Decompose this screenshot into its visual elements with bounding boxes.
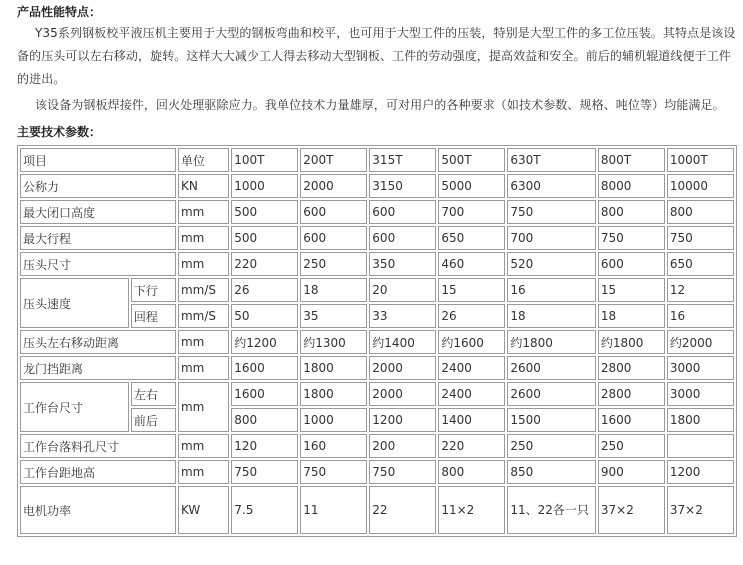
- cell-value: 750: [507, 200, 596, 224]
- cell-value: 2800: [598, 382, 665, 406]
- header-unit: 单位: [178, 148, 229, 172]
- cell-value: 2400: [438, 382, 505, 406]
- cell-value: 2600: [507, 382, 596, 406]
- cell-value: 18: [598, 304, 665, 328]
- cell-value: 约1600: [438, 330, 505, 354]
- cell-value: 200: [369, 434, 436, 458]
- spec-table: [17, 145, 737, 537]
- cell-value: 250: [598, 434, 665, 458]
- row-label: 电机功率: [20, 486, 176, 534]
- row-unit: KN: [178, 174, 229, 198]
- row-label: 工作台落料孔尺寸: [20, 434, 176, 458]
- cell-value: 1800: [300, 382, 367, 406]
- sub-label: 回程: [131, 304, 176, 328]
- cell-value: 50: [231, 304, 298, 328]
- table-row: [20, 434, 734, 458]
- cell-value: 750: [369, 460, 436, 484]
- cell-value: 约1400: [369, 330, 436, 354]
- cell-value: 600: [369, 226, 436, 250]
- params-heading: 主要技术参数：: [17, 125, 102, 139]
- cell-value: 700: [507, 226, 596, 250]
- header-model: 1000T: [667, 148, 734, 172]
- cell-value: 7.5: [231, 486, 298, 534]
- cell-value: 2800: [598, 356, 665, 380]
- header-model: 500T: [438, 148, 505, 172]
- sub-label: 左右: [131, 382, 176, 406]
- cell-value: 750: [300, 460, 367, 484]
- row-unit: mm: [178, 434, 229, 458]
- cell-value: 900: [598, 460, 665, 484]
- row-label: 龙门挡距离: [20, 356, 176, 380]
- table-row: [20, 382, 734, 406]
- table-row: [20, 460, 734, 484]
- cell-value: 15: [438, 278, 505, 302]
- row-label: 压头速度: [20, 278, 129, 328]
- cell-value: 800: [438, 460, 505, 484]
- cell-value: 37×2: [598, 486, 665, 534]
- cell-value: 1200: [667, 460, 734, 484]
- cell-value: 3000: [667, 356, 734, 380]
- cell-value: 18: [507, 304, 596, 328]
- cell-value: 650: [667, 252, 734, 276]
- sub-label: 下行: [131, 278, 176, 302]
- cell-value: 3000: [667, 382, 734, 406]
- cell-value: 2000: [369, 382, 436, 406]
- cell-value: 350: [369, 252, 436, 276]
- cell-value: 250: [507, 434, 596, 458]
- row-unit: mm: [178, 382, 229, 432]
- cell-value: 12: [667, 278, 734, 302]
- cell-value: 750: [598, 226, 665, 250]
- cell-value: 2000: [369, 356, 436, 380]
- cell-value: 11、22各一只: [507, 486, 596, 534]
- cell-value: 600: [369, 200, 436, 224]
- cell-value: 460: [438, 252, 505, 276]
- table-row: [20, 356, 734, 380]
- cell-value: 500: [231, 226, 298, 250]
- features-paragraph-1: Y35系列钢板校平液压机主要用于大型的钢板弯曲和校平，也可用于大型工件的压装，特别是大型工件的多工位压装。其特点是该设备的压头可以左右移动，旋转。这样大大减少工人得去移动大型钢板、工件的劳动强度，提高效益和安全。前后的辅机辊道线便于工件的进出。: [17, 26, 736, 86]
- cell-value: 1600: [231, 356, 298, 380]
- cell-value: 18: [300, 278, 367, 302]
- cell-value: 1800: [300, 356, 367, 380]
- row-unit: mm: [178, 252, 229, 276]
- cell-value: 1200: [369, 408, 436, 432]
- cell-value: 6300: [507, 174, 596, 198]
- cell-value: 220: [231, 252, 298, 276]
- cell-value: 5000: [438, 174, 505, 198]
- cell-value: 20: [369, 278, 436, 302]
- cell-value: 约1200: [231, 330, 298, 354]
- features-heading: 产品性能特点：: [17, 5, 102, 19]
- table-row: [20, 174, 734, 198]
- table-row: [20, 330, 734, 354]
- cell-value: 750: [231, 460, 298, 484]
- header-model: 800T: [598, 148, 665, 172]
- cell-value: 600: [300, 200, 367, 224]
- row-label: 公称力: [20, 174, 176, 198]
- cell-value: 800: [667, 200, 734, 224]
- row-label: 压头尺寸: [20, 252, 176, 276]
- cell-value: 约1300: [300, 330, 367, 354]
- cell-value: 22: [369, 486, 436, 534]
- row-label: 压头左右移动距离: [20, 330, 176, 354]
- row-unit: mm: [178, 356, 229, 380]
- cell-value: 约1800: [507, 330, 596, 354]
- header-item: 项目: [20, 148, 176, 172]
- cell-value: 1500: [507, 408, 596, 432]
- cell-value: 2600: [507, 356, 596, 380]
- cell-value: 2000: [300, 174, 367, 198]
- cell-value: 250: [300, 252, 367, 276]
- cell-value: 8000: [598, 174, 665, 198]
- cell-value: 160: [300, 434, 367, 458]
- cell-value: 650: [438, 226, 505, 250]
- cell-value: 850: [507, 460, 596, 484]
- cell-value: 520: [507, 252, 596, 276]
- cell-value: 750: [667, 226, 734, 250]
- cell-value: 2400: [438, 356, 505, 380]
- cell-value: 800: [598, 200, 665, 224]
- table-row: [20, 200, 734, 224]
- row-label: 最大行程: [20, 226, 176, 250]
- cell-value: 500: [231, 200, 298, 224]
- table-row: [20, 252, 734, 276]
- cell-value: 15: [598, 278, 665, 302]
- table-header-row: [20, 148, 734, 172]
- cell-value: 16: [667, 304, 734, 328]
- table-row: [20, 278, 734, 302]
- cell-value: 37×2: [667, 486, 734, 534]
- row-unit: KW: [178, 486, 229, 534]
- header-model: 100T: [231, 148, 298, 172]
- cell-value: 1600: [598, 408, 665, 432]
- cell-value: 33: [369, 304, 436, 328]
- cell-value: 16: [507, 278, 596, 302]
- row-unit: mm: [178, 330, 229, 354]
- header-model: 630T: [507, 148, 596, 172]
- table-row: [20, 486, 734, 534]
- cell-value: 220: [438, 434, 505, 458]
- cell-value: 11: [300, 486, 367, 534]
- cell-value: 120: [231, 434, 298, 458]
- row-unit: mm: [178, 200, 229, 224]
- cell-value: 26: [438, 304, 505, 328]
- cell-value: 600: [300, 226, 367, 250]
- cell-value: 35: [300, 304, 367, 328]
- header-model: 315T: [369, 148, 436, 172]
- cell-value: 800: [231, 408, 298, 432]
- cell-value: 1600: [231, 382, 298, 406]
- table-row: [20, 226, 734, 250]
- row-label: 工作台尺寸: [20, 382, 129, 432]
- row-unit: mm/S: [178, 304, 229, 328]
- row-unit: mm: [178, 226, 229, 250]
- features-paragraph-2: 该设备为钢板焊接件，回火处理驱除应力。我单位技术力量雄厚，可对用户的各种要求（如技术参数、规格、吨位等）均能满足。: [35, 98, 725, 112]
- row-label: 最大闭口高度: [20, 200, 176, 224]
- cell-value: 约2000: [667, 330, 734, 354]
- cell-value: 26: [231, 278, 298, 302]
- cell-value: 1000: [231, 174, 298, 198]
- sub-label: 前后: [131, 408, 176, 432]
- cell-value: 3150: [369, 174, 436, 198]
- header-model: 200T: [300, 148, 367, 172]
- cell-value: [667, 434, 734, 458]
- cell-value: 700: [438, 200, 505, 224]
- cell-value: 10000: [667, 174, 734, 198]
- cell-value: 1000: [300, 408, 367, 432]
- row-label: 工作台距地高: [20, 460, 176, 484]
- cell-value: 1400: [438, 408, 505, 432]
- cell-value: 11×2: [438, 486, 505, 534]
- row-unit: mm: [178, 460, 229, 484]
- cell-value: 600: [598, 252, 665, 276]
- row-unit: mm/S: [178, 278, 229, 302]
- cell-value: 约1800: [598, 330, 665, 354]
- cell-value: 1800: [667, 408, 734, 432]
